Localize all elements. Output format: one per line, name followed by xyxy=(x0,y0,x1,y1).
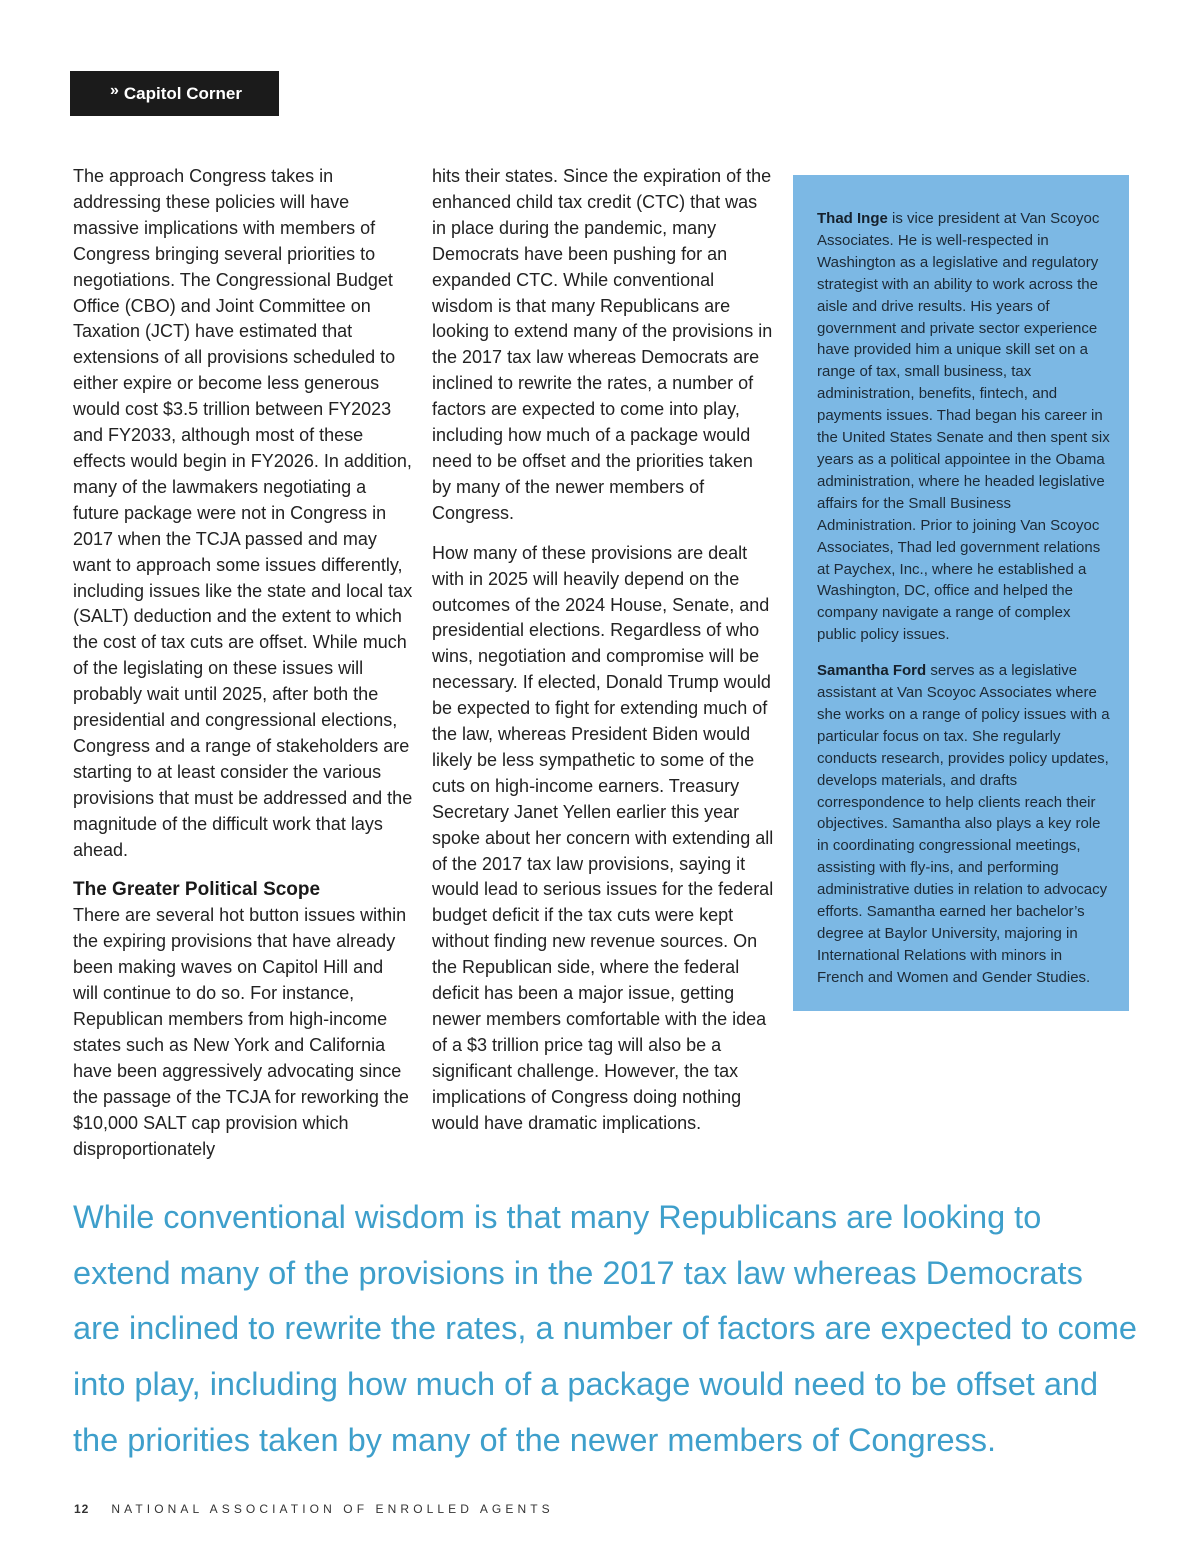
pull-quote: While conventional wisdom is that many Republicans are looking to extend many of the provisions in the 2017 tax law whereas Democrats are inclined to rewrite the rates, a number of factors are expected to come into play, including how much of a package would need to be offset and the priorities taken by many of the newer members of Congress. xyxy=(73,1199,1138,1458)
author-bio-text: is vice president at Van Scoyoc Associates. He is well-respected in Washington as a legislative and regulatory strategist with an ability to work across the aisle and drive results. His years of government and private sector experience have provided him a unique skill set on a range of tax, small business, tax administration, benefits, fintech, and payments issues. Thad began his career in the United States Senate and then spent six years as a political appointee in the Obama administration, where he headed legislative affairs for the Small Business Administration. Prior to joining Van Scoyoc Associates, Thad led government relations at Paychex, Inc., where he established a Washington, DC, office and helped the company navigate a range of complex public policy issues. xyxy=(817,210,1110,644)
left-paragraph-1: The approach Congress takes in addressing these policies will have massive implications with members of Congress bringing several priorities to negotiations. The Congressional Budget Office (CBO) and Joint Committee on Taxation (JCT) have estimated that extensions of all provisions scheduled to either expire or become less generous would cost $3.5 trillion between FY2023 and FY2033, although most of these effects would begin in FY2026. In addition, many of the lawmakers negotiating a future package were not in Congress in 2017 when the TCJA passed and may want to approach some issues differently, including issues like the state and local tax (SALT) deduction and the extent to which the cost of tax cuts are offset. While much of the legislating on these issues will probably wait until 2025, after both the presidential and congressional elections, Congress and a range of stakeholders are starting to at least consider the various provisions that must be addressed and the magnitude of the difficult work that lays ahead. xyxy=(73,166,413,860)
middle-paragraph-1: hits their states. Since the expiration of the enhanced child tax credit (CTC) that was in place during the pandemic, many Democrats have been pushing for an expanded CTC. While conventional wisdom is that many Republicans are looking to extend many of the provisions in the 2017 tax law whereas Democrats are inclined to rewrite the rates, a number of factors are expected to come into play, including how much of a package would need to be offset and the priorities taken by many of the newer members of Congress. xyxy=(432,166,773,523)
page-number: 12 xyxy=(74,1502,90,1516)
author-name: Thad Inge xyxy=(817,210,888,227)
section-tag xyxy=(70,71,279,116)
author-bio xyxy=(817,660,1111,989)
middle-paragraph-2: How many of these provisions are dealt with in 2025 will heavily depend on the outcomes of the 2024 House, Senate, and presidential elections. Regardless of who wins, negotiation and compromise will be necessary. If elected, Donald Trump would be expected to fight for extending much of the law, whereas President Biden would likely be less sympathetic to some of the cuts on high-income earners. Treasury Secretary Janet Yellen earlier this year spoke about her concern with extending all of the 2017 tax law provisions, saying it would lead to serious issues for the federal budget deficit if the tax cuts were kept without finding new revenue sources. On the Republican side, where the federal deficit has been a major issue, getting newer members comfortable with the idea of a $3 trillion price tag will also be a significant challenge. However, the tax implications of Congress doing nothing would have dramatic implications. xyxy=(432,542,774,1133)
section-label: Capitol Corner xyxy=(123,83,242,103)
author-bio-text: serves as a legislative assistant at Van Scoyoc Associates where she works on a range of policy issues with a particular focus on tax. She regularly conducts research, provides policy updates, develops materials, and drafts correspondence to help clients reach their objectives. Samantha also plays a key role in coordinating congressional meetings, assisting with fly-ins, and performing administrative duties in relation to advocacy efforts. Samantha earned her bachelor’s degree at Baylor University, majoring in International Relations with minors in French and Women and Gender Studies. xyxy=(817,662,1110,986)
section-heading: The Greater Political Scope xyxy=(73,879,321,901)
page-footer xyxy=(74,1502,554,1516)
author-bio-box xyxy=(793,175,1129,1011)
author-bio xyxy=(817,208,1111,646)
middle-column xyxy=(432,164,774,1137)
left-column xyxy=(73,164,413,1163)
chevron-right-icon: » xyxy=(110,81,119,99)
author-name: Samantha Ford xyxy=(817,662,927,680)
publication-name: NATIONAL ASSOCIATION OF ENROLLED AGENTS xyxy=(111,1502,554,1516)
left-paragraph-2: There are several hot button issues within the expiring provisions that have already been making waves on Capitol Hill and will continue to do so. For instance, Republican members from high-income states such as New York and California have been aggressively advocating since the passage of the TCJA for reworking the $10,000 SALT cap provision which disproportionately xyxy=(73,905,409,1159)
